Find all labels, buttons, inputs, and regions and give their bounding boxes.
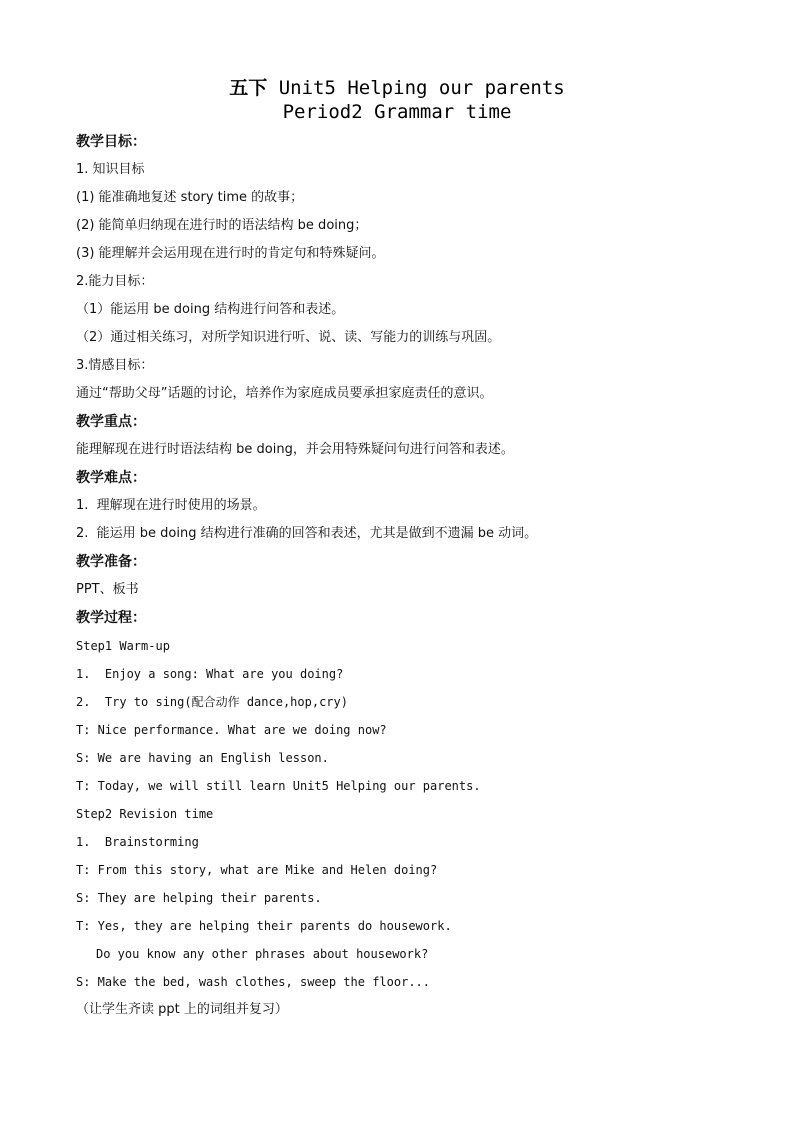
text-line: T: From this story, what are Mike and Helen doing?: [76, 863, 438, 877]
text-line: (2) 能简单归纳现在进行时的语法结构 be doing；: [76, 218, 368, 233]
text-line: T: Yes, they are helping their parents do housework.: [76, 919, 452, 933]
text-line: 2. 能运用 be doing 结构进行准确的回答和表述，尤其是做到不遗漏 be 动词。: [76, 526, 538, 541]
text-line: S: Make the bed, wash clothes, sweep the floor...: [76, 975, 431, 989]
text-line: Do you know any other phrases about housework?: [96, 947, 429, 961]
section-heading: 教学重点：: [76, 414, 146, 430]
document-title: [0, 76, 794, 100]
text-line: S: We are having an English lesson.: [76, 751, 329, 765]
text-line: Step2 Revision time: [76, 807, 214, 821]
text-line: （2）通过相关练习，对所学知识进行听、说、读、写能力的训练与巩固。: [76, 330, 501, 345]
section-heading: 教学过程：: [76, 610, 146, 626]
text-line: 1. Brainstorming: [76, 835, 199, 849]
text-line: （1）能运用 be doing 结构进行问答和表述。: [76, 302, 345, 317]
text-line: 通过“帮助父母”话题的讨论，培养作为家庭成员要承担家庭责任的意识。: [76, 386, 493, 401]
text-line: (1) 能准确地复述 story time 的故事；: [76, 190, 304, 205]
text-line: 2.能力目标：: [76, 274, 154, 289]
text-line: 1. 理解现在进行时使用的场景。: [76, 498, 266, 513]
section-heading: 教学难点：: [76, 470, 146, 486]
section-heading: 教学目标：: [76, 134, 146, 150]
text-line: PPT、板书: [76, 582, 139, 597]
title-grade: 五下: [229, 77, 268, 99]
text-line: S: They are helping their parents.: [76, 891, 322, 905]
text-line: T: Nice performance. What are we doing now?: [76, 723, 387, 737]
title-unit: Unit5 Helping our parents: [267, 77, 565, 99]
text-line: (3) 能理解并会运用现在进行时的肯定句和特殊疑问。: [76, 246, 385, 261]
document-body: [76, 128, 756, 1024]
text-line: 2. Try to sing(配合动作 dance,hop,cry): [76, 695, 348, 709]
text-line: 3.情感目标：: [76, 358, 154, 373]
text-line: 能理解现在进行时语法结构 be doing，并会用特殊疑问句进行问答和表述。: [76, 442, 514, 457]
text-line: T: Today, we will still learn Unit5 Helping our parents.: [76, 779, 481, 793]
text-line: （让学生齐读 ppt 上的词组并复习）: [76, 1002, 288, 1017]
text-line: Step1 Warm-up: [76, 639, 170, 653]
text-line: 1. 知识目标: [76, 162, 145, 177]
document-subtitle: Period2 Grammar time: [282, 101, 512, 123]
text-line: 1. Enjoy a song: What are you doing?: [76, 667, 344, 681]
section-heading: 教学准备：: [76, 554, 146, 570]
